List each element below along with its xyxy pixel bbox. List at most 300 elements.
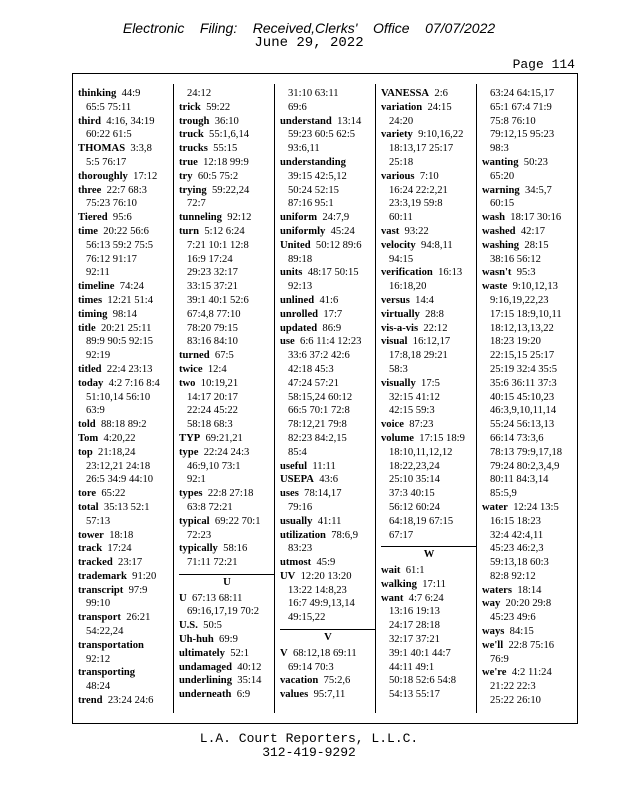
index-term: U.S. (179, 620, 198, 632)
index-continuation (280, 418, 376, 432)
index-page-line-refs: 64:18,19 67:15 (389, 515, 454, 527)
index-page-line-refs: 67:4,8 77:10 (187, 308, 241, 320)
index-entry (482, 639, 578, 653)
index-continuation (78, 625, 174, 639)
index-term: two (179, 377, 196, 389)
index-page-line-refs: 48:24 (86, 681, 111, 693)
index-continuation (482, 115, 578, 129)
index-page-line-refs: 16:9 17:24 (187, 253, 233, 265)
index-page-line-refs: 49:15,22 (288, 612, 326, 624)
index-continuation (482, 197, 578, 211)
index-continuation (280, 101, 376, 115)
index-page-line-refs: 13:14 (331, 115, 362, 127)
index-page-line-refs: 58:3 (389, 363, 408, 375)
index-page-line-refs: 54:22,24 (86, 626, 124, 638)
index-term: USEPA (280, 474, 314, 486)
index-page-line-refs: 22:8 27:18 (202, 488, 254, 500)
index-page-line-refs: 18:12,13,13,22 (490, 322, 554, 334)
index-term: vis-a-vis (381, 322, 419, 334)
index-entry (381, 578, 477, 592)
index-page-line-refs: 89:18 (288, 253, 313, 265)
index-term: title (78, 322, 96, 334)
index-entry (179, 432, 275, 446)
index-page-line-refs: 20:21 25:11 (95, 322, 152, 334)
index-page-line-refs: 66:5 70:1 72:8 (288, 405, 350, 417)
index-continuation (78, 653, 174, 667)
index-page-line-refs: 24:20 (389, 115, 414, 127)
index-page-line-refs: 75:23 76:10 (86, 198, 137, 210)
index-page-line-refs: 94:8,11 (415, 239, 453, 251)
index-entry (381, 308, 477, 322)
index-continuation (280, 611, 376, 625)
index-continuation (482, 529, 578, 543)
index-page-line-refs: 60:22 61:5 (86, 129, 132, 141)
index-entry (78, 377, 174, 391)
index-entry (280, 211, 376, 225)
index-continuation (482, 542, 578, 556)
index-continuation (482, 515, 578, 529)
index-page-line-refs: 9:16,19,22,23 (490, 294, 549, 306)
index-continuation (381, 501, 477, 515)
index-continuation (179, 197, 275, 211)
index-entry (280, 688, 376, 702)
index-page-line-refs: 59:23 60:5 62:5 (288, 129, 356, 141)
index-term: truck (179, 129, 204, 141)
index-page-line-refs: 76:12 91:17 (86, 253, 137, 265)
index-entry (78, 487, 174, 501)
index-continuation (482, 322, 578, 336)
court-reporter-name: L.A. Court Reporters, L.L.C. (199, 731, 419, 746)
index-entry (78, 308, 174, 322)
index-entry (482, 225, 578, 239)
index-entry (280, 115, 376, 129)
index-term: transcript (78, 584, 124, 596)
index-page-line-refs: 44:11 49:1 (389, 661, 435, 673)
index-continuation (179, 253, 275, 267)
index-continuation (78, 391, 174, 405)
index-continuation (381, 688, 477, 702)
index-term: told (78, 419, 96, 431)
index-page-line-refs: 42:15 59:3 (389, 405, 435, 417)
column-divider (274, 84, 275, 713)
index-entry (78, 529, 174, 543)
index-continuation (482, 142, 578, 156)
index-page-line-refs: 18:14 (512, 584, 542, 596)
index-page-line-refs: 43:6 (313, 474, 339, 486)
index-page-line-refs: 63:9 (86, 405, 105, 417)
index-page-line-refs: 78:20 79:15 (187, 322, 238, 334)
index-term: ways (482, 626, 505, 638)
index-entry (179, 170, 275, 184)
index-continuation (280, 377, 376, 391)
index-entry (482, 666, 578, 680)
index-term: way (482, 598, 501, 610)
index-continuation (482, 680, 578, 694)
column-divider (173, 84, 174, 713)
index-page-line-refs: 85:4 (288, 446, 307, 458)
index-term: times (78, 294, 103, 306)
index-term: tunneling (179, 212, 222, 224)
index-continuation (482, 487, 578, 501)
index-entry (381, 266, 477, 280)
index-term: TYP (179, 432, 201, 444)
index-entry (381, 101, 477, 115)
index-entry (78, 170, 174, 184)
index-continuation (179, 404, 275, 418)
index-page-line-refs: 67:13 68:11 (186, 592, 243, 604)
index-page-line-refs: 32:17 37:21 (389, 634, 440, 646)
index-continuation (482, 294, 578, 308)
index-entry (78, 280, 174, 294)
index-continuation (179, 280, 275, 294)
index-continuation (482, 432, 578, 446)
index-entry (78, 322, 174, 336)
index-entry (78, 666, 174, 680)
index-page-line-refs: 20:22 56:6 (98, 225, 149, 237)
index-frame (72, 73, 578, 724)
index-entry (179, 142, 275, 156)
index-page-line-refs: 99:10 (86, 598, 111, 610)
index-entry (179, 619, 275, 633)
index-continuation (78, 404, 174, 418)
index-page-line-refs: 46:3,9,10,11,14 (490, 405, 557, 417)
index-term: updated (280, 322, 318, 334)
index-entry (482, 280, 578, 294)
index-term: ultimately (179, 647, 225, 659)
index-continuation (482, 418, 578, 432)
index-entry (179, 225, 275, 239)
index-column-1 (78, 87, 174, 708)
index-page-line-refs: 52:1 (224, 647, 250, 659)
index-term: trucks (179, 143, 208, 155)
index-section-letter: V (280, 629, 376, 645)
index-page-line-refs: 7:10 (414, 170, 439, 182)
index-entry (381, 322, 477, 336)
index-entry (78, 542, 174, 556)
index-page-line-refs: 65:5 75:11 (86, 101, 132, 113)
index-entry (381, 432, 477, 446)
index-page-line-refs: 24:17 28:18 (389, 620, 440, 632)
index-page-line-refs: 24:7,9 (317, 212, 350, 224)
index-page-line-refs: 75:8 76:10 (490, 115, 536, 127)
index-page-line-refs: 92:11 (86, 267, 110, 279)
index-entry (381, 225, 477, 239)
index-entry (381, 239, 477, 253)
index-term: verification (381, 267, 433, 279)
index-page-line-refs: 39:1 40:1 52:6 (187, 294, 249, 306)
index-term: turned (179, 350, 210, 362)
index-term: THOMAS (78, 143, 126, 155)
index-page-line-refs: 83:23 (288, 543, 313, 555)
index-continuation (482, 349, 578, 363)
index-page-line-refs: 97:9 (123, 584, 148, 596)
index-page-line-refs: 50:23 (518, 156, 548, 168)
index-continuation (381, 211, 477, 225)
index-term: velocity (381, 239, 416, 251)
index-page-line-refs: 35:13 52:1 (98, 501, 150, 513)
index-page-line-refs: 25:18 (389, 156, 414, 168)
index-section-letter: U (179, 574, 275, 590)
index-page-line-refs: 31:10 63:11 (288, 88, 339, 99)
index-continuation (179, 605, 275, 619)
index-term: timing (78, 308, 108, 320)
index-continuation (482, 473, 578, 487)
index-continuation (78, 101, 174, 115)
index-page-line-refs: 22:15,15 25:17 (490, 350, 555, 362)
index-entry (78, 418, 174, 432)
index-page-line-refs: 28:15 (519, 239, 549, 251)
index-page-line-refs: 4:7 6:24 (403, 592, 444, 604)
index-entry (280, 225, 376, 239)
index-term: waste (482, 281, 508, 293)
index-page-line-refs: 65:1 67:4 71:9 (490, 101, 552, 113)
index-continuation (179, 308, 275, 322)
index-page-line-refs: 58:16 (217, 543, 248, 555)
index-page-line-refs: 89:9 90:5 92:15 (86, 336, 154, 348)
index-entry (78, 694, 174, 708)
index-page-line-refs: 55:24 56:13,13 (490, 419, 555, 431)
index-page-line-refs: 50:18 52:6 54:8 (389, 675, 457, 687)
index-continuation (280, 542, 376, 556)
index-page-line-refs: 14:4 (409, 294, 434, 306)
index-continuation (381, 391, 477, 405)
index-page-line-refs: 21:22 22:3 (490, 681, 536, 693)
index-term: use (280, 336, 295, 348)
index-page-line-refs: 66:14 73:3,6 (490, 432, 544, 444)
index-term: underlining (179, 675, 232, 687)
index-page-line-refs: 87:23 (403, 419, 434, 431)
index-continuation (381, 142, 477, 156)
index-page-line-refs: 10:19,21 (195, 377, 239, 389)
index-continuation (280, 184, 376, 198)
index-entry (78, 639, 174, 653)
index-page-line-refs: 55:1,6,14 (203, 129, 250, 141)
index-continuation (78, 597, 174, 611)
index-continuation (381, 647, 477, 661)
index-continuation (381, 349, 477, 363)
index-continuation (482, 87, 578, 101)
index-page-line-refs: 3:3,8 (125, 143, 152, 155)
index-page-line-refs: 13:22 14:8,23 (288, 584, 347, 596)
index-page-line-refs: 2:6 (429, 88, 448, 99)
index-continuation (78, 460, 174, 474)
index-term: Uh-huh (179, 634, 214, 646)
index-continuation (482, 308, 578, 322)
index-column-4 (381, 87, 477, 702)
index-term: unlined (280, 294, 315, 306)
index-term: washed (482, 225, 516, 237)
index-continuation (280, 142, 376, 156)
index-continuation (280, 446, 376, 460)
index-continuation (482, 611, 578, 625)
index-continuation (78, 197, 174, 211)
index-entry (381, 418, 477, 432)
index-page-line-refs: 71:11 72:21 (187, 557, 238, 569)
index-page-line-refs: 33:6 37:2 42:6 (288, 350, 350, 362)
index-entry (179, 349, 275, 363)
index-continuation (381, 184, 477, 198)
index-entry (78, 584, 174, 598)
index-term: volume (381, 432, 414, 444)
index-term: Tiered (78, 212, 108, 224)
index-entry (78, 294, 174, 308)
index-continuation (482, 404, 578, 418)
index-entry (179, 115, 275, 129)
index-term: tracked (78, 557, 113, 569)
index-page-line-refs: 45:24 (325, 225, 355, 237)
index-page-line-refs: 65:20 (490, 170, 515, 182)
index-page-line-refs: 16:24 22:2,21 (389, 184, 448, 196)
index-page-line-refs: 55:15 (207, 143, 238, 155)
index-page-line-refs: 98:14 (107, 308, 137, 320)
index-term: underneath (179, 689, 232, 701)
index-page-line-refs: 23:17 (112, 557, 143, 569)
index-page-line-refs: 36:10 (209, 115, 239, 127)
index-term: values (280, 689, 309, 701)
index-page-line-refs: 42:18 45:3 (288, 363, 334, 375)
index-continuation (78, 266, 174, 280)
index-entry (179, 487, 275, 501)
index-page-line-refs: 35:14 (232, 675, 262, 687)
index-page-line-refs: 54:13 55:17 (389, 689, 440, 701)
page-number: Page 114 (512, 57, 575, 72)
index-entry (78, 225, 174, 239)
index-page-line-refs: 60:11 (389, 212, 413, 224)
index-entry (482, 501, 578, 515)
index-continuation (381, 661, 477, 675)
index-page-line-refs: 69:9 (213, 634, 238, 646)
index-page-line-refs: 68:12,18 69:11 (287, 647, 357, 659)
index-page-line-refs: 13:16 19:13 (389, 606, 440, 618)
index-continuation (280, 253, 376, 267)
index-continuation (381, 115, 477, 129)
index-entry (280, 515, 376, 529)
index-term: undamaged (179, 661, 232, 673)
index-continuation (482, 128, 578, 142)
index-continuation (482, 570, 578, 584)
index-continuation (78, 335, 174, 349)
index-continuation (280, 501, 376, 515)
index-entry (280, 460, 376, 474)
index-page-line-refs: 59:22 (200, 101, 231, 113)
index-page-line-refs: 82:8 92:12 (490, 570, 536, 582)
index-page-line-refs: 4:2 11:24 (506, 667, 552, 679)
index-entry (179, 363, 275, 377)
index-entry (78, 142, 174, 156)
index-page-line-refs: 92:12 (221, 212, 252, 224)
index-term: titled (78, 363, 102, 375)
index-page-line-refs: 39:15 42:5,12 (288, 170, 347, 182)
index-entry (179, 633, 275, 647)
index-continuation (179, 391, 275, 405)
index-continuation (78, 680, 174, 694)
index-page-line-refs: 26:21 (120, 612, 151, 624)
index-entry (280, 674, 376, 688)
index-entry (280, 335, 376, 349)
index-term: vast (381, 225, 400, 237)
index-page-line-refs: 92:13 (288, 281, 313, 293)
index-term: vacation (280, 675, 319, 687)
index-page-line-refs: 95:3 (511, 267, 536, 279)
index-page-line-refs: 63:8 72:21 (187, 501, 233, 513)
index-term: U (179, 592, 187, 604)
index-entry (78, 446, 174, 460)
index-term: units (280, 267, 303, 279)
index-term: trademark (78, 570, 127, 582)
index-continuation (482, 335, 578, 349)
index-page-line-refs: 18:13,17 25:17 (389, 143, 454, 155)
index-continuation (280, 87, 376, 101)
index-page-line-refs: 92:19 (86, 350, 111, 362)
index-page-line-refs: 67:17 (389, 529, 414, 541)
index-page-line-refs: 56:13 59:2 75:5 (86, 239, 154, 251)
index-continuation (381, 487, 477, 501)
index-page-line-refs: 93:22 (399, 225, 429, 237)
index-continuation (482, 694, 578, 708)
index-page-line-refs: 58:18 68:3 (187, 419, 233, 431)
index-term: thinking (78, 88, 117, 99)
index-page-line-refs: 11:11 (307, 460, 336, 472)
index-continuation (482, 377, 578, 391)
index-page-line-refs: 85:5,9 (490, 488, 517, 500)
index-page-line-refs: 18:18 (103, 529, 134, 541)
index-page-line-refs: 46:9,10 73:1 (187, 460, 241, 472)
index-term: unrolled (280, 308, 319, 320)
index-continuation (381, 674, 477, 688)
index-term: twice (179, 363, 203, 375)
index-page-line-refs: 21:18,24 (92, 446, 136, 458)
index-entry (179, 211, 275, 225)
index-entry (280, 487, 376, 501)
index-continuation (179, 418, 275, 432)
index-entry (280, 556, 376, 570)
index-continuation (381, 529, 477, 543)
index-page-line-refs: 9:10,16,22 (412, 129, 464, 141)
index-entry (179, 661, 275, 675)
index-term: variation (381, 101, 423, 113)
index-continuation (381, 197, 477, 211)
index-entry (381, 335, 477, 349)
index-continuation (482, 253, 578, 267)
index-entry (179, 592, 275, 606)
index-page-line-refs: 12:24 13:5 (507, 501, 559, 513)
index-page-line-refs: 6:6 11:4 12:23 (294, 336, 362, 348)
index-page-line-refs: 61:1 (400, 565, 425, 577)
index-term: wash (482, 212, 505, 224)
index-term: uniformly (280, 225, 326, 237)
index-page-line-refs: 37:3 40:15 (389, 488, 435, 500)
index-term: time (78, 225, 98, 237)
index-page-line-refs: 50:5 (197, 620, 222, 632)
index-page-line-refs: 92:1 (187, 474, 206, 486)
index-continuation (78, 473, 174, 487)
index-page-line-refs: 17:7 (318, 308, 343, 320)
index-page-line-refs: 56:12 60:24 (389, 501, 440, 513)
index-continuation (78, 515, 174, 529)
index-page-line-refs: 12:20 13:20 (295, 570, 352, 582)
index-page-line-refs: 7:21 10:1 12:8 (187, 239, 249, 251)
index-page-line-refs: 69:14 70:3 (288, 661, 334, 673)
index-term: UV (280, 570, 296, 582)
index-term: three (78, 184, 102, 196)
index-page-line-refs: 25:19 32:4 35:5 (490, 363, 558, 375)
index-page-line-refs: 6:9 (231, 689, 251, 701)
index-page-line-refs: 16:15 18:23 (490, 515, 541, 527)
index-page-line-refs: 51:10,14 56:10 (86, 391, 151, 403)
index-entry (179, 674, 275, 688)
index-continuation (381, 363, 477, 377)
index-entry (482, 625, 578, 639)
